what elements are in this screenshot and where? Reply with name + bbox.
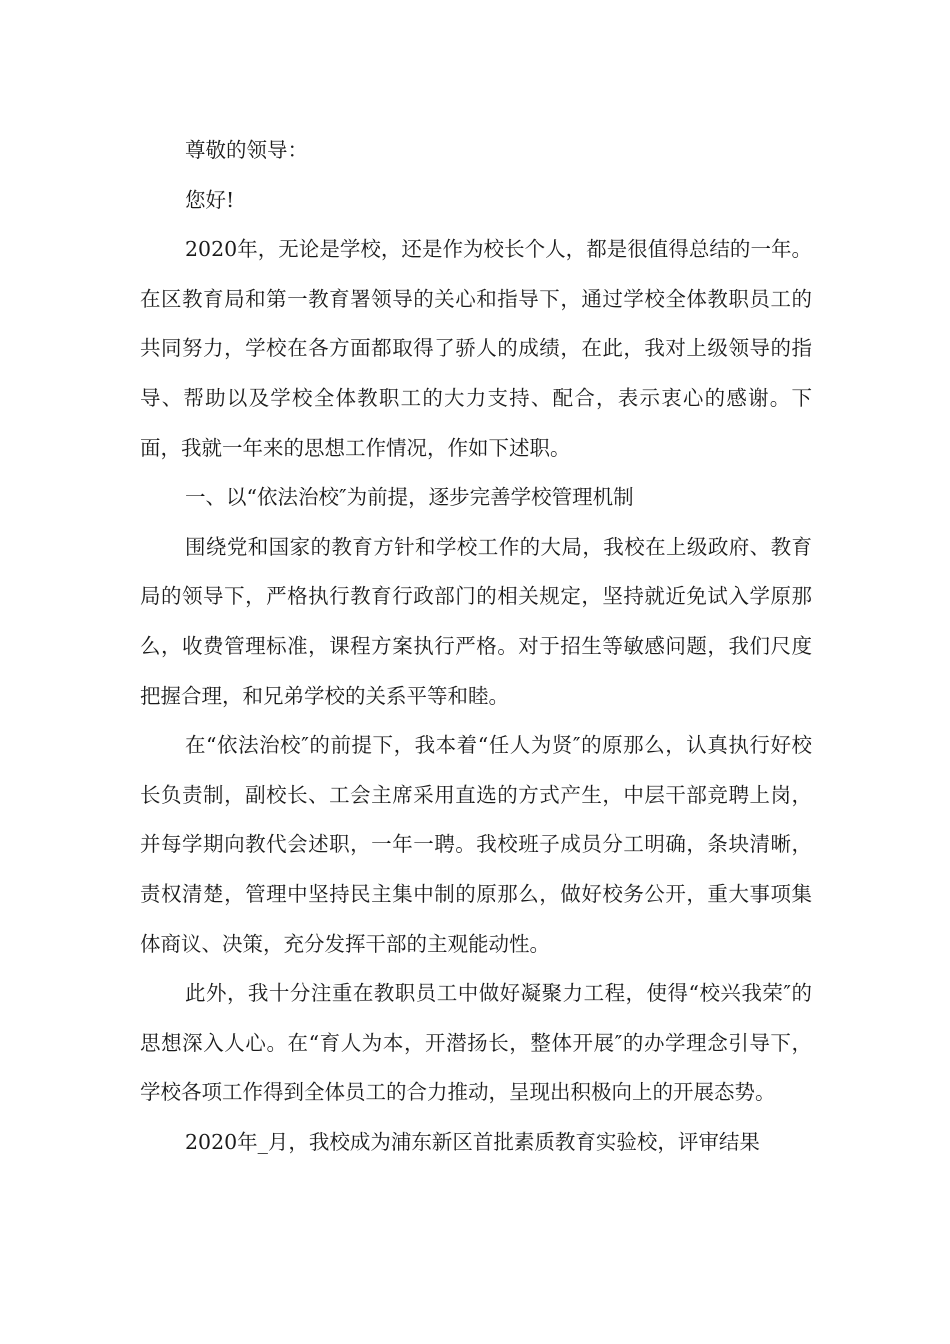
section-heading: 一、以“依法治校″为前提，逐步完善学校管理机制	[185, 485, 634, 510]
document-body	[140, 126, 812, 1167]
paragraph-intro: 2020年，无论是学校，还是作为校长个人，都是很值得总结的一年。在区教育局和第一教育署领导的关心和指导下，通过学校全体教职员工的共同努力，学校在各方面都取得了骄人的成绩，在此，我对上级领导的指导、帮助以及学校全体教职工的大力支持、配合，表示衷心的感谢。下面，我就一年来的思想工作情况，作如下述职。	[140, 237, 812, 460]
paragraph-cohesion: 此外，我十分注重在教职员工中做好凝聚力工程，使得“校兴我荣″的思想深入人心。在“育人为本，开潜扬长，整体开展″的办学理念引导下，学校各项工作得到全体员工的合力推动，呈现出积极向上的开展态势。	[140, 981, 812, 1105]
paragraph-management: 在“依法治校″的前提下，我本着“任人为贤″的原那么，认真执行好校长负责制，副校长、工会主席采用直选的方式产生，中层干部竞聘上岗，并每学期向教代会述职，一年一聘。我校班子成员分工明确，条块清晰，责权清楚，管理中坚持民主集中制的原那么，做好校务公开，重大事项集体商议、决策，充分发挥干部的主观能动性。	[140, 733, 812, 956]
greeting: 您好!	[185, 187, 235, 212]
paragraph-experiment-school: 2020年_月，我校成为浦东新区首批素质教育实验校，评审结果	[185, 1129, 760, 1154]
paragraph-policy: 围绕党和国家的教育方针和学校工作的大局，我校在上级政府、教育局的领导下，严格执行教育行政部门的相关规定，坚持就近免试入学原那么，收费管理标准，课程方案执行严格。对于招生等敏感问题，我们尺度把握合理，和兄弟学校的关系平等和睦。	[140, 534, 812, 708]
salutation: 尊敬的领导：	[185, 138, 308, 162]
